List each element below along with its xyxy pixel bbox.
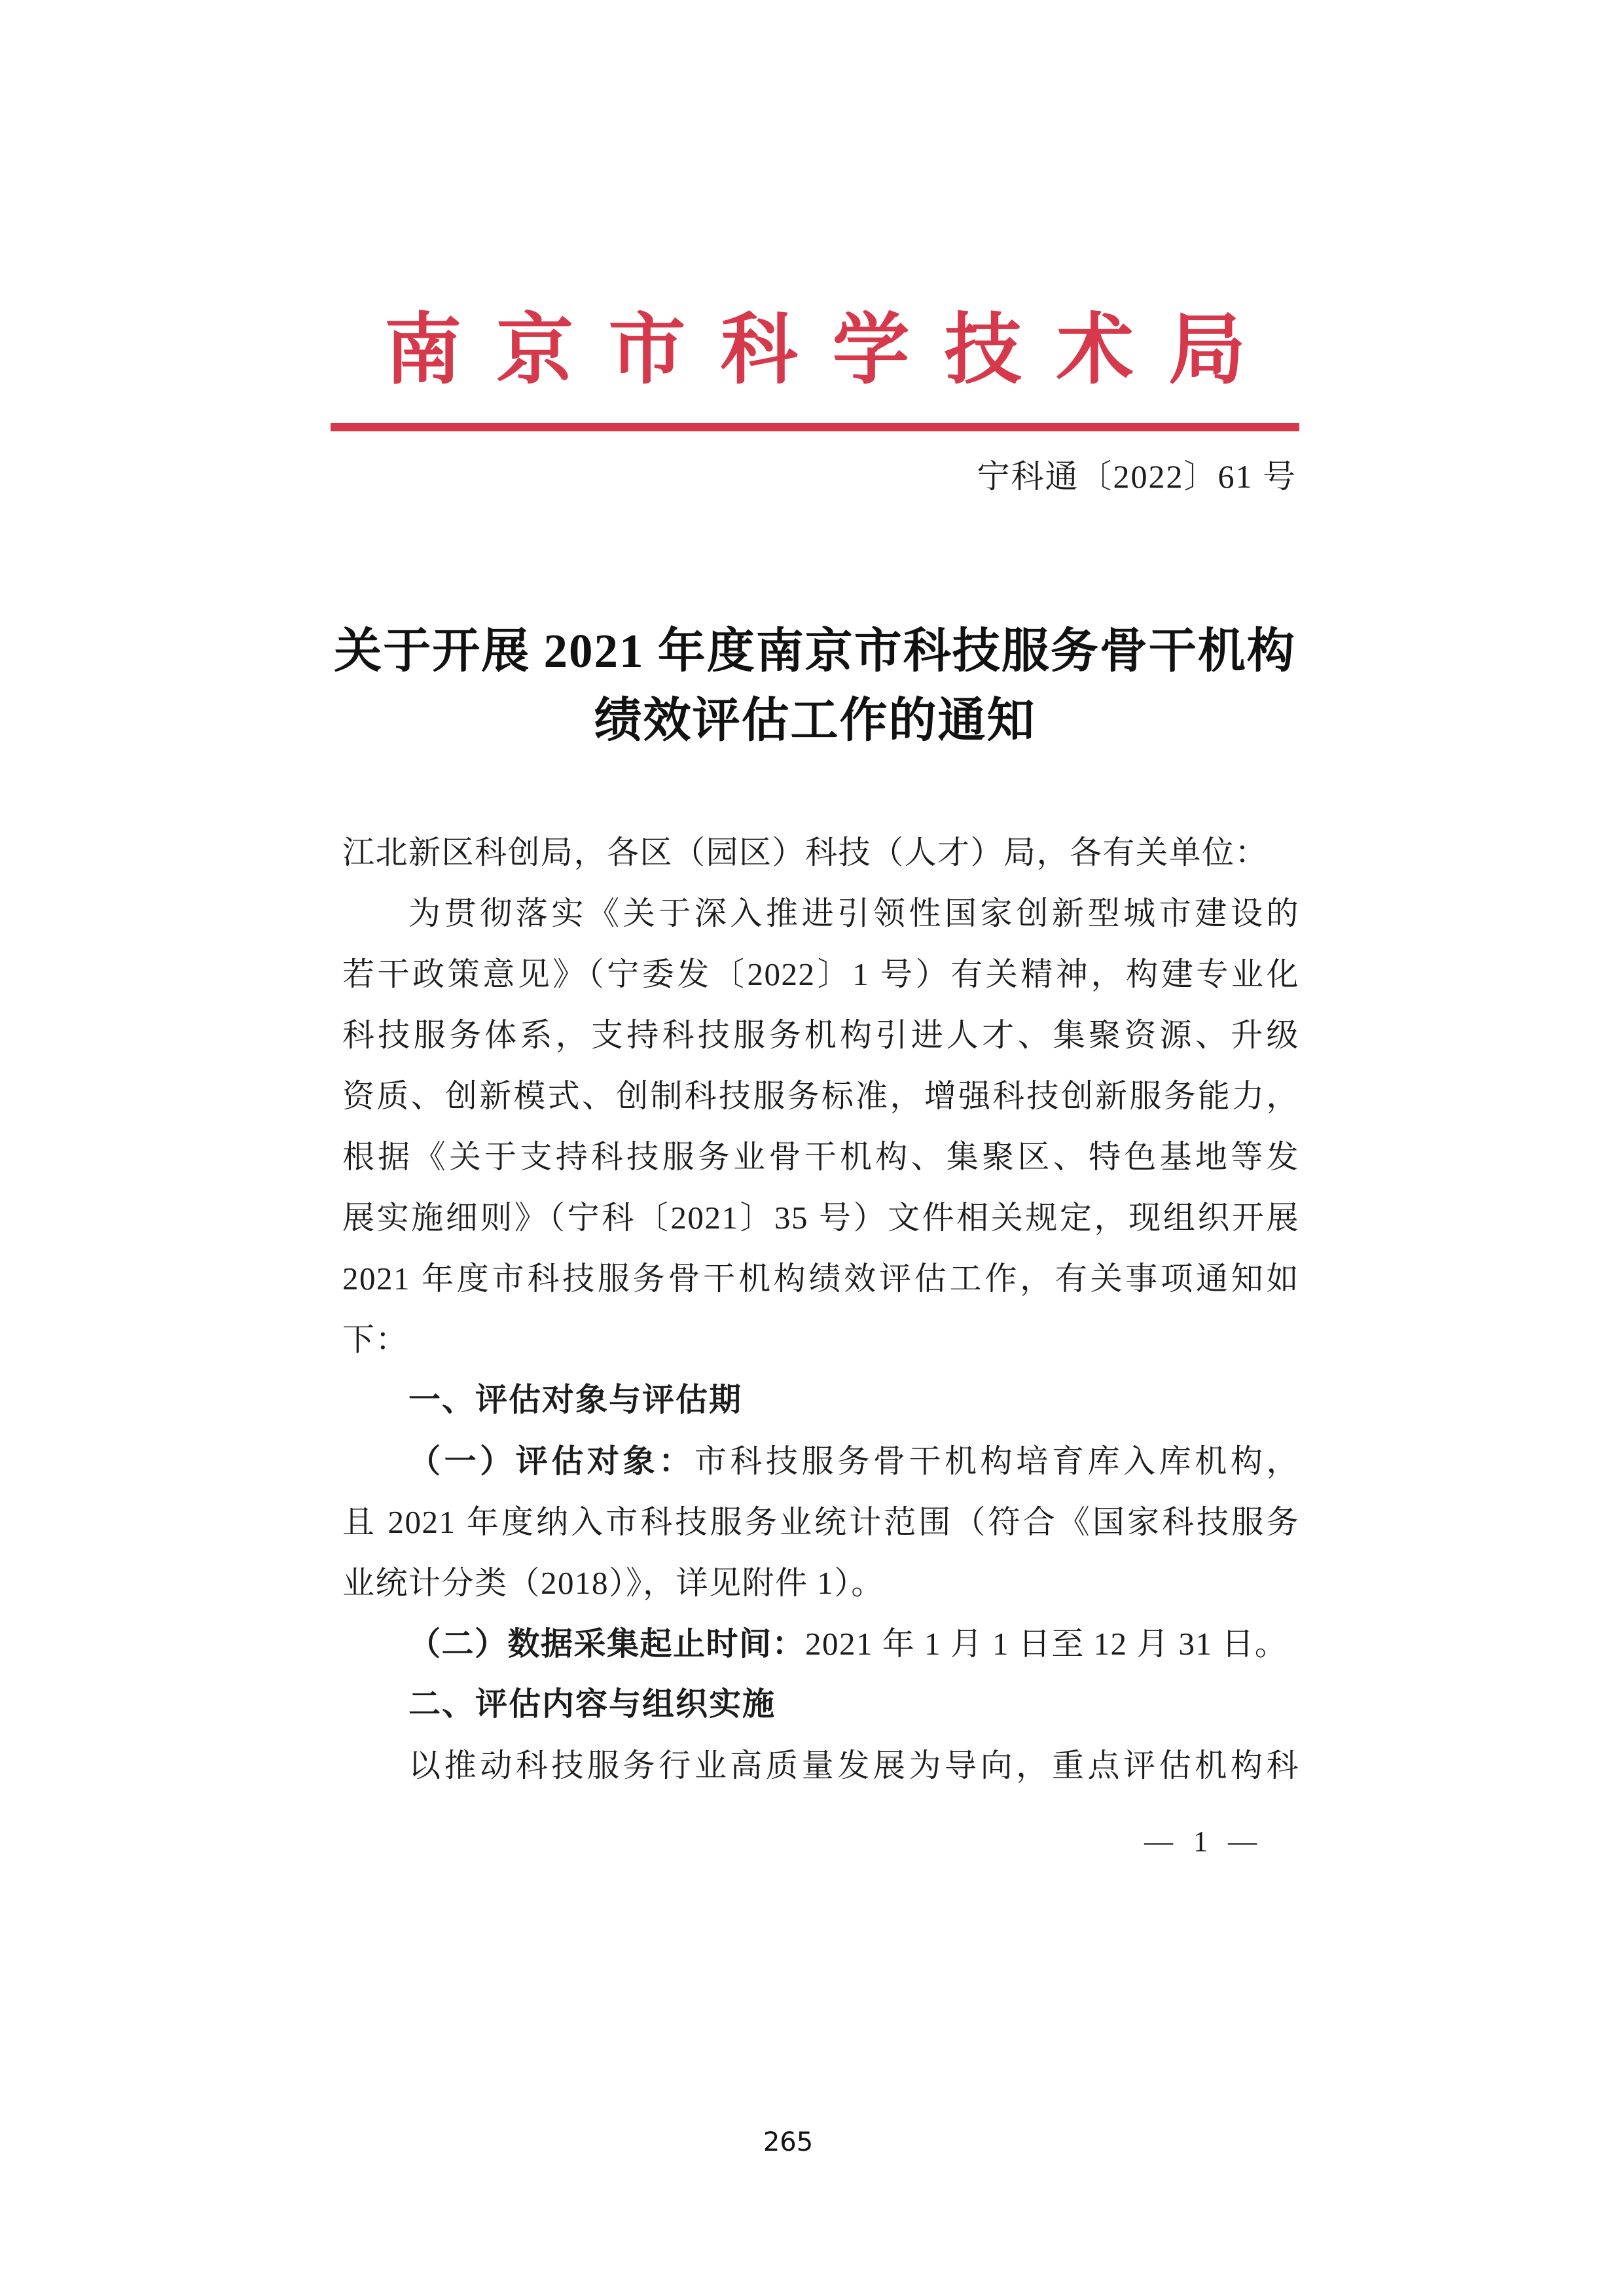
section-heading-1 (342, 1370, 1299, 1431)
body-line (342, 1735, 1299, 1796)
body-line-text: 业统计分类（2018）》，详见附件 1）。 (342, 1565, 884, 1601)
body-line-text: 且 2021 年度纳入市科技服务业统计范围（符合《国家科技服务 (342, 1504, 1299, 1540)
body-line-text: 以推动科技服务行业高质量发展为导向，重点评估机构科 (408, 1748, 1299, 1784)
body-line (342, 1066, 1299, 1126)
notice-title (331, 617, 1299, 755)
body-line-text: 2021 年度市科技服务骨干机构绩效评估工作，有关事项通知如 (342, 1261, 1299, 1297)
notice-title-line2: 绩效评估工作的通知 (594, 694, 1036, 747)
body-line-text: 资质、创新模式、创制科技服务标准，增强科技创新服务能力， (342, 1078, 1299, 1114)
page-number-label: — 1 — (1144, 1825, 1263, 1857)
notice-title-line1: 关于开展 2021 年度南京市科技服务骨干机构 (334, 624, 1296, 677)
body-line (342, 1431, 1299, 1492)
body-line-lead: （二）数据采集起止时间： (408, 1626, 806, 1662)
section-heading-text: 一、评估对象与评估期 (408, 1382, 743, 1418)
body-line-text: 科技服务体系，支持科技服务机构引进人才、集聚资源、升级 (342, 1017, 1299, 1053)
body-line-lead: （一）评估对象： (408, 1443, 695, 1479)
body-line-text: 2021 年 1 月 1 日至 12 月 31 日。 (805, 1626, 1288, 1662)
body-line-text: 江北新区科创局，各区（园区）科技（人才）局，各有关单位： (342, 834, 1269, 870)
body-line-text: 根据《关于支持科技服务业骨干机构、集聚区、特色基地等发 (342, 1139, 1299, 1175)
body-line-salutation (342, 822, 1299, 883)
body-line (342, 1126, 1299, 1187)
body-line-text: 展实施细则》（宁科〔2021〕35 号）文件相关规定，现组织开展 (342, 1200, 1299, 1236)
letterhead-divider (331, 423, 1299, 431)
agency-name: 南京市科学技术局 (384, 308, 1280, 393)
body-line (342, 1187, 1299, 1248)
body-line (342, 1248, 1299, 1309)
body-line (342, 944, 1299, 1005)
notice-body (342, 822, 1299, 1796)
body-line (342, 883, 1299, 944)
scan-page-number: 265 (763, 2127, 814, 2157)
body-line (342, 1492, 1299, 1552)
body-line-text: 市科技服务骨干机构培育库入库机构， (694, 1443, 1299, 1479)
section-heading-2 (342, 1674, 1299, 1735)
body-line (342, 1613, 1299, 1674)
body-line-text: 若干政策意见》（宁委发〔2022〕1 号）有关精神，构建专业化 (342, 956, 1299, 992)
document-number: 宁科通〔2022〕61 号 (977, 458, 1297, 495)
section-heading-text: 二、评估内容与组织实施 (408, 1687, 776, 1722)
body-line (342, 1309, 1299, 1370)
body-line-text: 下： (342, 1321, 409, 1357)
body-line-text: 为贯彻落实《关于深入推进引领性国家创新型城市建设的 (408, 895, 1299, 931)
body-line (342, 1005, 1299, 1066)
body-line (342, 1552, 1299, 1613)
